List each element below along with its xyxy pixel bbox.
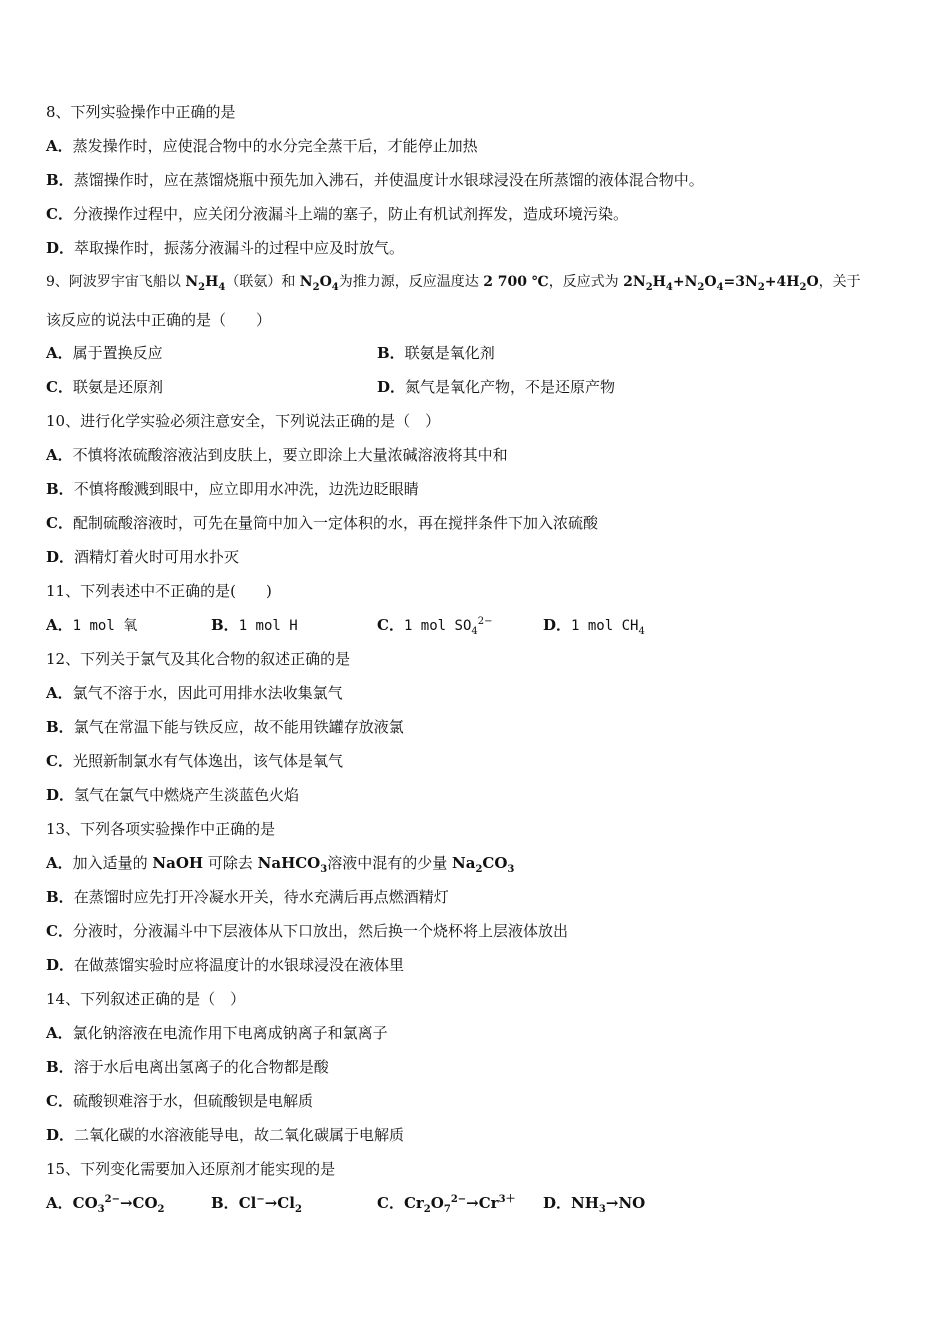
q8-option-d: D．萃取操作时，振荡分液漏斗的过程中应及时放气。 (46, 239, 405, 257)
q12-option-a: A．氯气不溶于水，因此可用排水法收集氯气 (46, 684, 343, 702)
q11-option-d: D．1 mol $CH_4$ (543, 616, 645, 637)
q9-stem-line2: 该反应的说法中正确的是（ ） (46, 311, 272, 329)
q15-option-d: D．$NH_3\to NO$ (543, 1194, 646, 1215)
q9-stem-line1: 9、阿波罗宇宙飞船以 $N_2H_4$（联氨）和 $N_2O_4$为推力源，反应温度达 2 700 ℃，反应式为 $2N_2H_4+N_2O_4=3N_2+4H_2O$，关于 (46, 274, 861, 293)
q14-option-b: B．溶于水后电离出氢离子的化合物都是酸 (46, 1058, 329, 1076)
q8-stem: 8、下列实验操作中正确的是 (46, 103, 236, 121)
q14-option-d: D．二氧化碳的水溶液能导电，故二氧化碳属于电解质 (46, 1126, 405, 1144)
q14-stem: 14、下列叙述正确的是（ ） (46, 990, 246, 1008)
q15-option-c: C．$Cr_2O_7^{2-}\to Cr^{3+}$ (377, 1194, 516, 1215)
q8-option-c: C．分液操作过程中，应关闭分液漏斗上端的塞子，防止有机试剂挥发，造成环境污染。 (46, 205, 628, 223)
q10-option-d: D．酒精灯着火时可用水扑灭 (46, 548, 240, 566)
q11-stem: 11、下列表述中不正确的是( ) (46, 582, 272, 600)
q11-option-a: A．1 mol 氧 (46, 616, 138, 634)
q13-stem: 13、下列各项实验操作中正确的是 (46, 820, 276, 838)
q10-option-c: C．配制硫酸溶液时，可先在量筒中加入一定体积的水，再在搅拌条件下加入浓硫酸 (46, 514, 598, 532)
q9-option-a: A．属于置换反应 (46, 344, 163, 362)
q15-option-b: B．$Cl^-\to Cl_2$ (211, 1194, 302, 1215)
q8-option-b: B．蒸馏操作时，应在蒸馏烧瓶中预先加入沸石，并使温度计水银球浸没在所蒸馏的液体混合物中。 (46, 171, 704, 189)
q9-equation: $2N_2H_4+N_2O_4=3N_2+4H_2O$ (623, 274, 819, 293)
q10-option-b: B．不慎将酸溅到眼中，应立即用水冲洗，边洗边眨眼睛 (46, 480, 419, 498)
q14-option-a: A．氯化钠溶液在电流作用下电离成钠离子和氯离子 (46, 1024, 388, 1042)
q13-option-a: A．加入适量的 NaOH 可除去 NaHCO$_3$溶液中混有的少量 $Na_2CO_3$ (46, 854, 515, 875)
q15-option-a: A．$CO_3^{2-}\to CO_2$ (46, 1194, 165, 1215)
q13-option-b: B．在蒸馏时应先打开冷凝水开关，待水充满后再点燃酒精灯 (46, 888, 449, 906)
q15-stem: 15、下列变化需要加入还原剂才能实现的是 (46, 1160, 336, 1178)
q9-option-c: C．联氨是还原剂 (46, 378, 163, 396)
q11-option-c: C．1 mol $SO_4^{2-}$ (377, 616, 493, 637)
q12-option-c: C．光照新制氯水有气体逸出，该气体是氧气 (46, 752, 343, 770)
q9-option-b: B．联氨是氧化剂 (377, 344, 495, 362)
q13-option-c: C．分液时，分液漏斗中下层液体从下口放出，然后换一个烧杯将上层液体放出 (46, 922, 568, 940)
q8-option-a: A．蒸发操作时，应使混合物中的水分完全蒸干后，才能停止加热 (46, 137, 478, 155)
q12-stem: 12、下列关于氯气及其化合物的叙述正确的是 (46, 650, 351, 668)
q14-option-c: C．硫酸钡难溶于水，但硫酸钡是电解质 (46, 1092, 313, 1110)
q9-option-d: D．氮气是氧化产物，不是还原产物 (377, 378, 616, 396)
q12-option-b: B．氯气在常温下能与铁反应，故不能用铁罐存放液氯 (46, 718, 404, 736)
q10-option-a: A．不慎将浓硫酸溶液沾到皮肤上，要立即涂上大量浓碱溶液将其中和 (46, 446, 508, 464)
q12-option-d: D．氢气在氯气中燃烧产生淡蓝色火焰 (46, 786, 300, 804)
q10-stem: 10、进行化学实验必须注意安全，下列说法正确的是（ ） (46, 412, 441, 430)
q13-option-d: D．在做蒸馏实验时应将温度计的水银球浸没在液体里 (46, 956, 405, 974)
q11-option-b: B．1 mol H (211, 616, 298, 634)
